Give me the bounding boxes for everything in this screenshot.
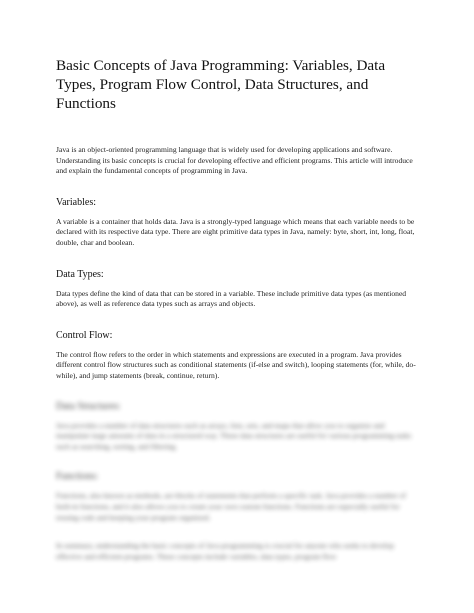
section-heading: Variables:: [56, 196, 96, 208]
section-body: Functions, also known as methods, are blocks of statements that perform a specific task. Java provides a number of built-in functions, and it also allows you to create your own custom functions. Functions are especially useful for reusing code and keeping your program organized.: [56, 491, 406, 522]
intro-paragraph: Java is an object-oriented programming language that is widely used for developing applications and software. Understanding its basic concepts is crucial for developing effective and efficient programs. This article will introduce and explain the fundamental concepts of programming in Java.: [56, 145, 413, 176]
section-heading: Functions:: [56, 471, 99, 483]
document-page: [56, 56, 418, 562]
section-variables: [56, 196, 418, 249]
section-heading: Control Flow:: [56, 329, 113, 341]
section-heading: Data Types:: [56, 268, 104, 280]
section-heading: Data Structures:: [56, 400, 121, 412]
section-body: In summary, understanding the basic concepts of Java programming is crucial for anyone who seeks to develop effective and efficient programs. These concepts include variables, data types, program flow: [56, 541, 394, 561]
section-summary: [56, 541, 418, 562]
blurred-preview-region: [56, 400, 418, 563]
section-body: Data types define the kind of data that can be stored in a variable. These include primitive data types (as mentioned above), as well as reference data types such as arrays and objects.: [56, 288, 407, 309]
section-body: A variable is a container that holds data. Java is a strongly-typed language which means that each variable needs to be declared with its respective data type. There are eight primitive data types in Java, namely: byte, short, int, long, float, double, char and boolean.: [56, 216, 415, 247]
section-functions: [56, 470, 418, 523]
section-control-flow: [56, 329, 418, 382]
section-data-structures: [56, 400, 418, 453]
section-data-types: [56, 268, 418, 310]
section-body: The control flow refers to the order in which statements and expressions are executed in a program. Java provides different control flow structures such as conditional statements (if-else and switch), looping statements (for, while, do-while), and jump statements (break, continue, return).: [56, 349, 416, 380]
document-title: Basic Concepts of Java Programming: Variables, Data Types, Program Flow Control, Data Structures, and Functions: [56, 57, 386, 112]
section-body: Java provides a number of data structures such as arrays, lists, sets, and maps that allow you to organize and manipulate large amounts of data in a structured way. These data structures are useful for various programming tasks such as searching, sorting, and filtering.: [56, 420, 412, 451]
